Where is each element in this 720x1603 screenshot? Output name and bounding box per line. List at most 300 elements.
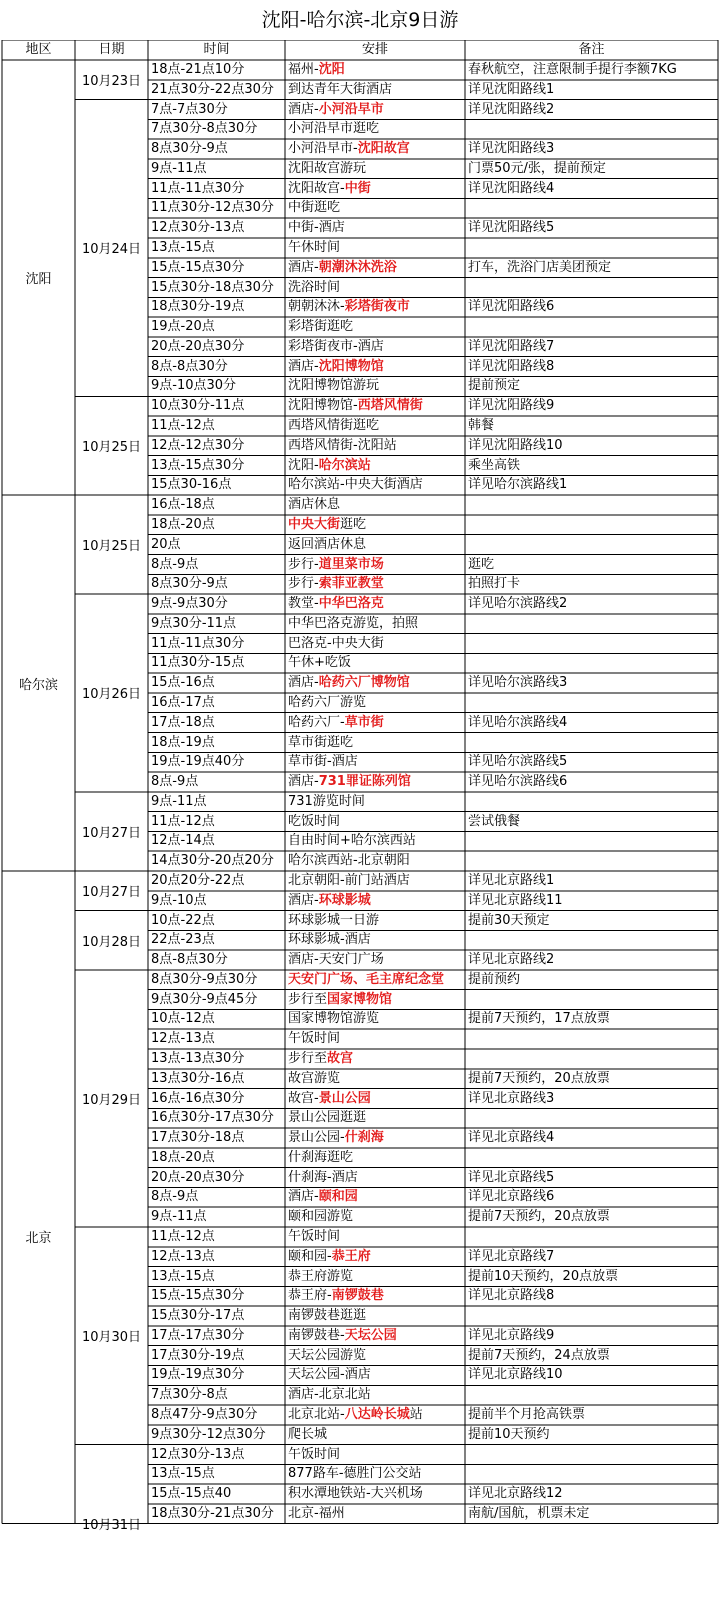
highlighted-place: 沈阳 [318, 62, 345, 77]
plan-cell [288, 634, 464, 654]
time-cell: 8点47分-9点30分 [151, 1407, 258, 1423]
plan-text: 午休+吃饭 [288, 655, 351, 671]
plan-text: 什刹海-酒店 [288, 1169, 358, 1185]
plan-text: 天坛公园-酒店 [288, 1367, 371, 1383]
time-cell: 17点30分-19点 [151, 1347, 245, 1363]
note-cell: 详见沈阳路线10 [468, 437, 563, 453]
plan-text: 国家博物馆游览 [288, 1011, 380, 1027]
plan-text: 沈阳故宫- [288, 180, 345, 196]
time-cell: 12点-13点 [151, 1248, 215, 1264]
note-cell [468, 614, 717, 634]
note-cell: 详见沈阳路线8 [468, 358, 555, 374]
plan-cell [288, 1286, 464, 1306]
plan-cell [288, 1326, 464, 1346]
plan-cell [288, 930, 464, 950]
note-cell: 提前30天预定 [468, 912, 550, 928]
plan-cell [288, 1089, 464, 1109]
time-cell: 18点-20点 [151, 1149, 215, 1165]
time-cell: 22点-23点 [151, 932, 215, 948]
plan-cell [288, 1405, 464, 1425]
plan-cell [288, 594, 464, 614]
time-cell: 8点30分-9点 [151, 141, 228, 157]
note-cell: 提前10天预约 [468, 1426, 550, 1442]
highlighted-place: 沈阳故宫 [357, 141, 410, 157]
note-cell: 南航/国航，机票未定 [468, 1505, 590, 1521]
note-cell [468, 851, 717, 871]
plan-text: 颐和园游览 [288, 1209, 354, 1225]
plan-cell [288, 495, 464, 515]
highlighted-place: 中央大街 [288, 516, 341, 532]
time-cell: 15点30分-18点30分 [151, 279, 274, 295]
plan-text: 午休时间 [288, 240, 341, 256]
note-cell: 详见沈阳路线3 [468, 141, 555, 157]
plan-text: 天坛公园游览 [288, 1347, 367, 1363]
time-cell: 7点-7点30分 [151, 101, 228, 117]
date-cell: 10月23日 [81, 74, 142, 90]
time-cell: 18点30分-19点 [151, 299, 245, 315]
date-cell: 10月26日 [81, 687, 142, 703]
plan-text: 哈尔滨站-中央大街酒店 [288, 477, 423, 493]
time-cell: 9点30分-9点45分 [151, 991, 258, 1007]
plan-cell [288, 258, 464, 278]
note-cell [468, 1445, 717, 1465]
note-cell: 韩餐 [468, 418, 495, 434]
plan-cell [288, 317, 464, 337]
note-cell: 详见北京路线11 [468, 892, 563, 908]
note-cell: 打车，洗浴门店美团预定 [468, 259, 612, 275]
plan-text: 中街-酒店 [288, 220, 345, 236]
note-cell: 提前7天预约，20点放票 [468, 1070, 610, 1086]
note-cell: 详见哈尔滨路线3 [468, 675, 568, 691]
plan-text: 返回酒店休息 [288, 536, 367, 552]
date-cell: 10月24日 [81, 242, 142, 258]
note-cell [468, 1464, 717, 1484]
note-cell: 提前7天预约，17点放票 [468, 1011, 610, 1027]
plan-cell [288, 1385, 464, 1405]
time-cell: 11点-11点30分 [151, 180, 245, 196]
highlighted-place: 中华巴洛克 [318, 596, 384, 612]
time-cell: 13点30分-16点 [151, 1070, 245, 1086]
note-cell [468, 733, 717, 753]
plan-text: 沈阳博物馆游玩 [288, 378, 380, 394]
plan-text: 什刹海逛吃 [288, 1149, 354, 1165]
plan-text: 酒店-北京北站 [288, 1387, 371, 1403]
time-cell: 15点30-16点 [151, 477, 232, 493]
plan-cell [288, 1187, 464, 1207]
plan-text: 颐和园- [288, 1248, 332, 1264]
time-cell: 16点30分-17点30分 [151, 1110, 274, 1126]
plan-text: 吃饭时间 [288, 813, 341, 829]
time-cell: 7点30分-8点 [151, 1387, 228, 1403]
plan-cell [288, 614, 464, 634]
plan-text: 酒店- [288, 259, 319, 275]
note-cell: 逛吃 [468, 556, 495, 572]
plan-cell [288, 416, 464, 436]
note-cell [468, 831, 717, 851]
region-cell: 沈阳 [25, 272, 52, 288]
plan-cell [288, 1365, 464, 1385]
note-cell: 拍照打卡 [468, 576, 521, 592]
plan-text: 步行至 [288, 991, 328, 1007]
plan-text: 西塔风情街逛吃 [288, 418, 380, 434]
header-1: 日期 [98, 42, 125, 57]
plan-cell [288, 119, 464, 139]
plan-cell [288, 851, 464, 871]
note-cell: 尝试俄餐 [468, 813, 521, 829]
plan-cell [288, 297, 464, 317]
highlighted-place: 环球影城 [318, 892, 371, 908]
plan-cell [288, 772, 464, 792]
plan-cell [288, 515, 464, 535]
note-cell: 详见北京路线6 [468, 1189, 555, 1205]
plan-cell [288, 713, 464, 733]
date-cell: 10月31日 [81, 1518, 142, 1534]
date-cell: 10月30日 [81, 1330, 142, 1346]
note-cell: 提前10天预约，20点放票 [468, 1268, 619, 1284]
note-cell: 详见北京路线5 [468, 1169, 555, 1185]
note-cell: 详见北京路线3 [468, 1090, 555, 1106]
highlighted-place: 天安门广场、毛主席纪念堂 [288, 971, 445, 987]
plan-text: 酒店- [288, 101, 319, 117]
note-cell: 提前预约 [468, 971, 521, 987]
time-cell: 9点-11点 [151, 793, 207, 809]
plan-cell [288, 1227, 464, 1247]
header-0: 地区 [25, 42, 52, 57]
note-cell [468, 1306, 717, 1326]
plan-text: 逛吃 [340, 516, 367, 532]
plan-text: 步行- [288, 576, 319, 592]
plan-cell [288, 1069, 464, 1089]
plan-cell [288, 456, 464, 476]
time-cell: 11点30分-12点30分 [151, 200, 274, 216]
highlighted-place: 西塔风情街 [357, 398, 423, 414]
plan-cell [288, 1504, 464, 1524]
note-cell: 详见北京路线1 [468, 872, 555, 888]
plan-cell [288, 218, 464, 238]
note-cell [468, 990, 717, 1010]
note-cell: 门票50元/张，提前预定 [468, 160, 606, 176]
time-cell: 19点-19点30分 [151, 1367, 245, 1383]
plan-cell [288, 970, 464, 990]
plan-text: 哈药六厂- [288, 714, 345, 730]
note-cell: 详见哈尔滨路线4 [468, 714, 568, 730]
plan-text: 酒店- [288, 774, 319, 790]
plan-cell [288, 1425, 464, 1445]
highlighted-place: 国家博物馆 [327, 991, 393, 1007]
plan-cell [288, 357, 464, 377]
plan-text: 福州- [288, 62, 319, 77]
header-3: 安排 [361, 42, 388, 57]
time-cell: 13点-15点 [151, 1268, 215, 1284]
plan-text: 西塔风情街-沈阳站 [288, 437, 397, 453]
highlighted-place: 八达岭长城 [344, 1407, 410, 1423]
plan-cell [288, 792, 464, 812]
plan-text: 酒店- [288, 675, 319, 691]
date-cell: 10月25日 [81, 539, 142, 555]
plan-text: 草市街逛吃 [288, 734, 354, 750]
plan-cell [288, 337, 464, 357]
time-cell: 19点-19点40分 [151, 754, 245, 770]
plan-cell [288, 1346, 464, 1366]
plan-text: 彩塔街夜市-酒店 [288, 338, 384, 354]
highlighted-place: 什刹海 [344, 1130, 384, 1146]
date-cell: 10月29日 [81, 1092, 142, 1108]
plan-text: 哈药六厂游览 [288, 694, 367, 710]
note-cell [468, 693, 717, 713]
plan-text: 沈阳博物馆- [288, 398, 358, 414]
note-cell [468, 792, 717, 812]
time-cell: 8点30分-9点 [151, 576, 228, 592]
note-cell [468, 634, 717, 654]
plan-cell [288, 1306, 464, 1326]
plan-text: 草市街-酒店 [288, 754, 358, 770]
note-cell [468, 119, 717, 139]
note-cell [468, 278, 717, 298]
time-cell: 19点-20点 [151, 319, 215, 335]
time-cell: 11点-12点 [151, 1229, 215, 1245]
time-cell: 12点30分-13点 [151, 1446, 245, 1462]
plan-cell [288, 1267, 464, 1287]
plan-text: 酒店- [288, 892, 319, 908]
note-cell [468, 238, 717, 258]
plan-text: 小河沿早市逛吃 [288, 121, 380, 137]
note-cell: 提前半个月抢高铁票 [468, 1407, 586, 1423]
plan-text: 中华巴洛克游览，拍照 [288, 615, 419, 631]
time-cell: 11点-12点 [151, 418, 215, 434]
plan-cell [288, 376, 464, 396]
plan-cell [288, 574, 464, 594]
plan-cell [288, 475, 464, 495]
plan-text: 恭王府游览 [288, 1268, 354, 1284]
plan-text: 步行至 [288, 1051, 328, 1066]
note-cell: 详见北京路线10 [468, 1367, 563, 1383]
note-cell [468, 1049, 717, 1069]
plan-text: 北京朝阳-前门站酒店 [288, 872, 410, 888]
time-cell: 8点-9点 [151, 1189, 199, 1205]
plan-text: 北京北站- [288, 1407, 345, 1423]
time-cell: 9点30分-11点 [151, 615, 237, 631]
time-cell: 20点 [151, 536, 181, 552]
time-cell: 18点-19点 [151, 734, 215, 750]
note-cell [468, 535, 717, 555]
time-cell: 20点-20点30分 [151, 1169, 245, 1185]
note-cell: 详见哈尔滨路线1 [468, 477, 568, 493]
plan-cell [288, 733, 464, 753]
time-cell: 13点-13点30分 [151, 1051, 245, 1066]
note-cell [468, 1148, 717, 1168]
time-cell: 8点-9点 [151, 774, 199, 790]
note-cell: 详见沈阳路线4 [468, 180, 555, 196]
plan-cell [288, 673, 464, 693]
note-cell: 详见沈阳路线1 [468, 81, 555, 97]
date-cell: 10月28日 [81, 934, 142, 950]
note-cell: 详见北京路线4 [468, 1130, 555, 1146]
time-cell: 9点-10点30分 [151, 378, 237, 394]
plan-cell [288, 693, 464, 713]
plan-text: 酒店休息 [288, 497, 341, 513]
time-cell: 20点20分-22点 [151, 872, 245, 888]
plan-cell [288, 1464, 464, 1484]
time-cell: 10点-12点 [151, 1011, 215, 1027]
plan-cell [288, 60, 464, 80]
highlighted-place: 索菲亚教堂 [318, 576, 384, 592]
plan-cell [288, 535, 464, 555]
plan-cell [288, 891, 464, 911]
time-cell: 7点30分-8点30分 [151, 121, 258, 137]
plan-cell [288, 1168, 464, 1188]
highlighted-place: 中街 [344, 180, 371, 196]
time-cell: 12点30分-13点 [151, 220, 245, 236]
plan-cell [288, 278, 464, 298]
time-cell: 15点-16点 [151, 675, 215, 691]
note-cell: 详见沈阳路线7 [468, 338, 555, 354]
region-cell: 北京 [25, 1231, 52, 1247]
note-cell: 详见北京路线9 [468, 1327, 555, 1343]
plan-text: 南锣鼓巷逛逛 [288, 1308, 367, 1324]
time-cell: 10点30分-11点 [151, 398, 245, 414]
plan-cell [288, 1029, 464, 1049]
region-cell: 哈尔滨 [18, 677, 58, 693]
note-cell: 提前预定 [468, 378, 521, 394]
plan-cell [288, 198, 464, 218]
time-cell: 18点-21点10分 [151, 62, 245, 77]
plan-text: 景山公园逛逛 [288, 1110, 367, 1126]
note-cell [468, 515, 717, 535]
note-cell [468, 930, 717, 950]
time-cell: 16点-17点 [151, 694, 215, 710]
time-cell: 20点-20点30分 [151, 338, 245, 354]
highlighted-place: 道里菜市场 [318, 556, 384, 572]
plan-cell [288, 1247, 464, 1267]
time-cell: 18点-20点 [151, 516, 215, 532]
plan-text: 环球影城一日游 [288, 912, 380, 928]
plan-text: 朝朝沐沐- [288, 299, 345, 315]
time-cell: 13点-15点 [151, 240, 215, 256]
date-cell: 10月27日 [81, 825, 142, 841]
time-cell: 9点-11点 [151, 1209, 207, 1225]
itinerary-table [0, 40, 720, 1603]
plan-text: 恭王府- [288, 1288, 332, 1304]
note-cell [468, 317, 717, 337]
highlighted-place: 南锣鼓巷 [331, 1288, 384, 1304]
plan-cell [288, 436, 464, 456]
plan-text: 巴洛克-中央大街 [288, 635, 384, 651]
plan-cell [288, 179, 464, 199]
plan-text: 酒店-天安门广场 [288, 952, 384, 968]
time-cell: 12点-14点 [151, 833, 215, 849]
time-cell: 12点-13点 [151, 1031, 215, 1047]
plan-cell [288, 1108, 464, 1128]
note-cell: 提前7天预约，24点放票 [468, 1347, 610, 1363]
plan-text: 到达青年大街酒店 [288, 81, 393, 97]
plan-text: 午饭时间 [288, 1229, 341, 1245]
date-cell: 10月25日 [81, 440, 142, 456]
plan-cell [288, 1484, 464, 1504]
note-cell: 详见北京路线7 [468, 1248, 555, 1264]
note-cell: 详见北京路线2 [468, 952, 555, 968]
highlighted-place: 朝潮沐沐洗浴 [318, 259, 397, 275]
highlighted-place: 小河沿早市 [318, 101, 384, 117]
time-cell: 9点-11点 [151, 160, 207, 176]
plan-cell [288, 911, 464, 931]
note-cell: 详见哈尔滨路线2 [468, 596, 568, 612]
plan-text: 午饭时间 [288, 1031, 341, 1047]
plan-text: 哈尔滨西站-北京朝阳 [288, 853, 410, 869]
highlighted-place: 彩塔街夜市 [344, 299, 410, 315]
time-cell: 9点30分-12点30分 [151, 1426, 266, 1442]
header-4: 备注 [578, 42, 605, 57]
note-cell: 详见哈尔滨路线5 [468, 754, 568, 770]
note-cell: 提前7天预约，20点放票 [468, 1209, 610, 1225]
plan-text: 积水潭地铁站-大兴机场 [288, 1486, 423, 1502]
time-cell: 8点-9点 [151, 556, 199, 572]
highlighted-place: 731罪证陈列馆 [318, 774, 411, 790]
time-cell: 16点-18点 [151, 497, 215, 513]
highlighted-place: 故宫 [327, 1051, 354, 1066]
note-cell: 详见沈阳路线5 [468, 220, 555, 236]
plan-text: 彩塔街逛吃 [288, 319, 354, 335]
time-cell: 11点30分-15点 [151, 655, 245, 671]
note-cell: 乘坐高铁 [468, 457, 521, 473]
time-cell: 10点-22点 [151, 912, 215, 928]
plan-cell [288, 555, 464, 575]
time-cell: 17点30分-18点 [151, 1130, 245, 1146]
plan-text: 731游览时间 [288, 793, 365, 809]
note-cell: 详见沈阳路线6 [468, 299, 555, 315]
time-cell: 18点30分-21点30分 [151, 1505, 274, 1521]
time-cell: 17点-17点30分 [151, 1327, 245, 1343]
time-cell: 8点30分-9点30分 [151, 971, 258, 987]
note-cell: 详见沈阳路线2 [468, 101, 555, 117]
time-cell: 16点-16点30分 [151, 1090, 245, 1106]
plan-text: 北京-福州 [288, 1505, 345, 1521]
plan-cell [288, 1128, 464, 1148]
highlighted-place: 哈药六厂博物馆 [318, 675, 410, 691]
plan-cell [288, 752, 464, 772]
plan-cell [288, 159, 464, 179]
note-cell [468, 1108, 717, 1128]
plan-cell [288, 812, 464, 832]
plan-text: 景山公园- [288, 1130, 345, 1146]
plan-cell [288, 396, 464, 416]
time-cell: 21点30分-22点30分 [151, 81, 274, 97]
highlighted-place: 哈尔滨站 [318, 457, 371, 473]
sheet-title: 沈阳-哈尔滨-北京9日游 [261, 9, 459, 31]
time-cell: 15点30分-17点 [151, 1308, 245, 1324]
plan-cell [288, 1445, 464, 1465]
time-cell: 8点-8点30分 [151, 358, 228, 374]
plan-cell [288, 100, 464, 120]
plan-text: 南锣鼓巷- [288, 1327, 345, 1343]
plan-text: 站 [409, 1407, 423, 1423]
time-cell: 9点-10点 [151, 892, 207, 908]
time-cell: 15点-15点40 [151, 1486, 232, 1502]
note-cell: 详见北京路线12 [468, 1486, 563, 1502]
plan-cell [288, 238, 464, 258]
time-cell: 17点-18点 [151, 714, 215, 730]
plan-text: 酒店- [288, 358, 319, 374]
note-cell: 春秋航空，注意限制手提行李额7KG [468, 62, 677, 77]
time-cell: 15点-15点30分 [151, 1288, 245, 1304]
highlighted-place: 草市街 [344, 714, 384, 730]
time-cell: 11点-11点30分 [151, 635, 245, 651]
note-cell [468, 1029, 717, 1049]
header-2: 时间 [203, 42, 230, 57]
time-cell: 13点-15点30分 [151, 457, 245, 473]
note-cell [468, 1227, 717, 1247]
plan-text: 中街逛吃 [288, 200, 341, 216]
highlighted-place: 景山公园 [318, 1090, 371, 1106]
